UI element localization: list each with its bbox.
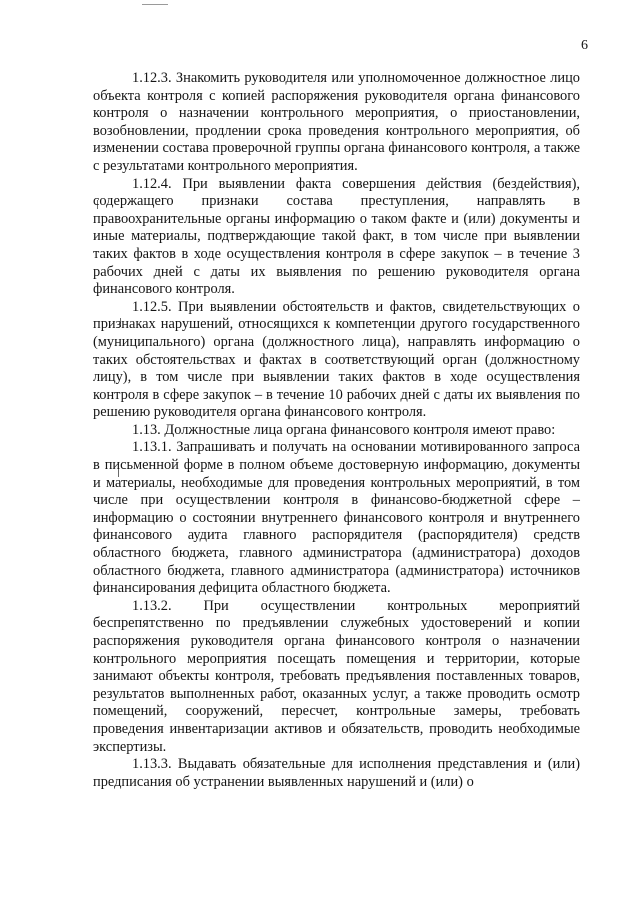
scan-artifact-mark <box>142 4 168 5</box>
paragraph-1-12-5: 1.12.5. При выявлении обстоятельств и фактов, свидетельствующих о признаках нарушений, относящихся к компетенции другого государственного (муниципального) органа (должностного лица), направлять информацию о таких обстоятельствах и фактах в соответствующий орган (должностному лицу), в том числе при выявлении таких фактов в ходе осуществления контроля в сфере закупок – в течение 10 рабочих дней с даты их выявления по решению руководителя органа финансового контроля. <box>93 298 580 421</box>
paragraph-1-13-1: 1.13.1. Запрашивать и получать на основании мотивированного запроса в письменной форме в полном объеме достоверную информацию, документы и материалы, необходимые для проведения контрольных мероприятий, в том числе при осуществлении контроля в финансово-бюджетной сфере – информацию о состоянии внутреннего финансового контроля и внутреннего финансового аудита главного распорядителя (распорядителя) средств областного бюджета, главного администратора (администратора) доходов областного бюджета, главного администратора (администратора) источников финансирования дефицита областного бюджета. <box>93 439 580 597</box>
paragraph-1-13-3: 1.13.3. Выдавать обязательные для исполнения представления и (или) предписания об устранении выявленных нарушений и (или) о <box>93 756 580 790</box>
paragraph-1-13-2: 1.13.2. При осуществлении контрольных мероприятий беспрепятственно по предъявлении служебных удостоверений и копии распоряжения руководителя органа финансового контроля о назначении контрольного мероприятия посещать помещения и территории, которые занимают объекты контроля, требовать предъявления поставленных товаров, результатов выполненных работ, оказанных услуг, а также проводить осмотр помещений, сооружений, пересчет, контрольные замеры, требовать проведения инвентаризации активов и обязательств, проводить необходимые экспертизы. <box>93 597 580 755</box>
page-number: 6 <box>581 38 588 53</box>
paragraph-1-12-4: 1.12.4. При выявлении факта совершения действия (бездействия), содержащего признаки состава преступления, направлять в правоохранительные органы информацию о таком факте и (или) документы и иные материалы, подтверждающие такой факт, в том числе при выявлении таких фактов в ходе осуществления контроля в сфере закупок – в течение 3 рабочих дней с даты их выявления по решению руководителя органа финансового контроля. <box>93 175 580 298</box>
paragraph-1-12-3: 1.12.3. Знакомить руководителя или уполномоченное должностное лицо объекта контроля с копией распоряжения руководителя органа финансового контроля о назначении контрольного мероприятия, о приостановлении, возобновлении, продлении срока проведения контрольного мероприятия, об изменении состава проверочной группы органа финансового контроля, а также с результатами контрольного мероприятия. <box>93 70 580 174</box>
document-body <box>93 70 580 791</box>
paragraph-1-13: 1.13. Должностные лица органа финансового контроля имеют право: <box>132 421 556 438</box>
